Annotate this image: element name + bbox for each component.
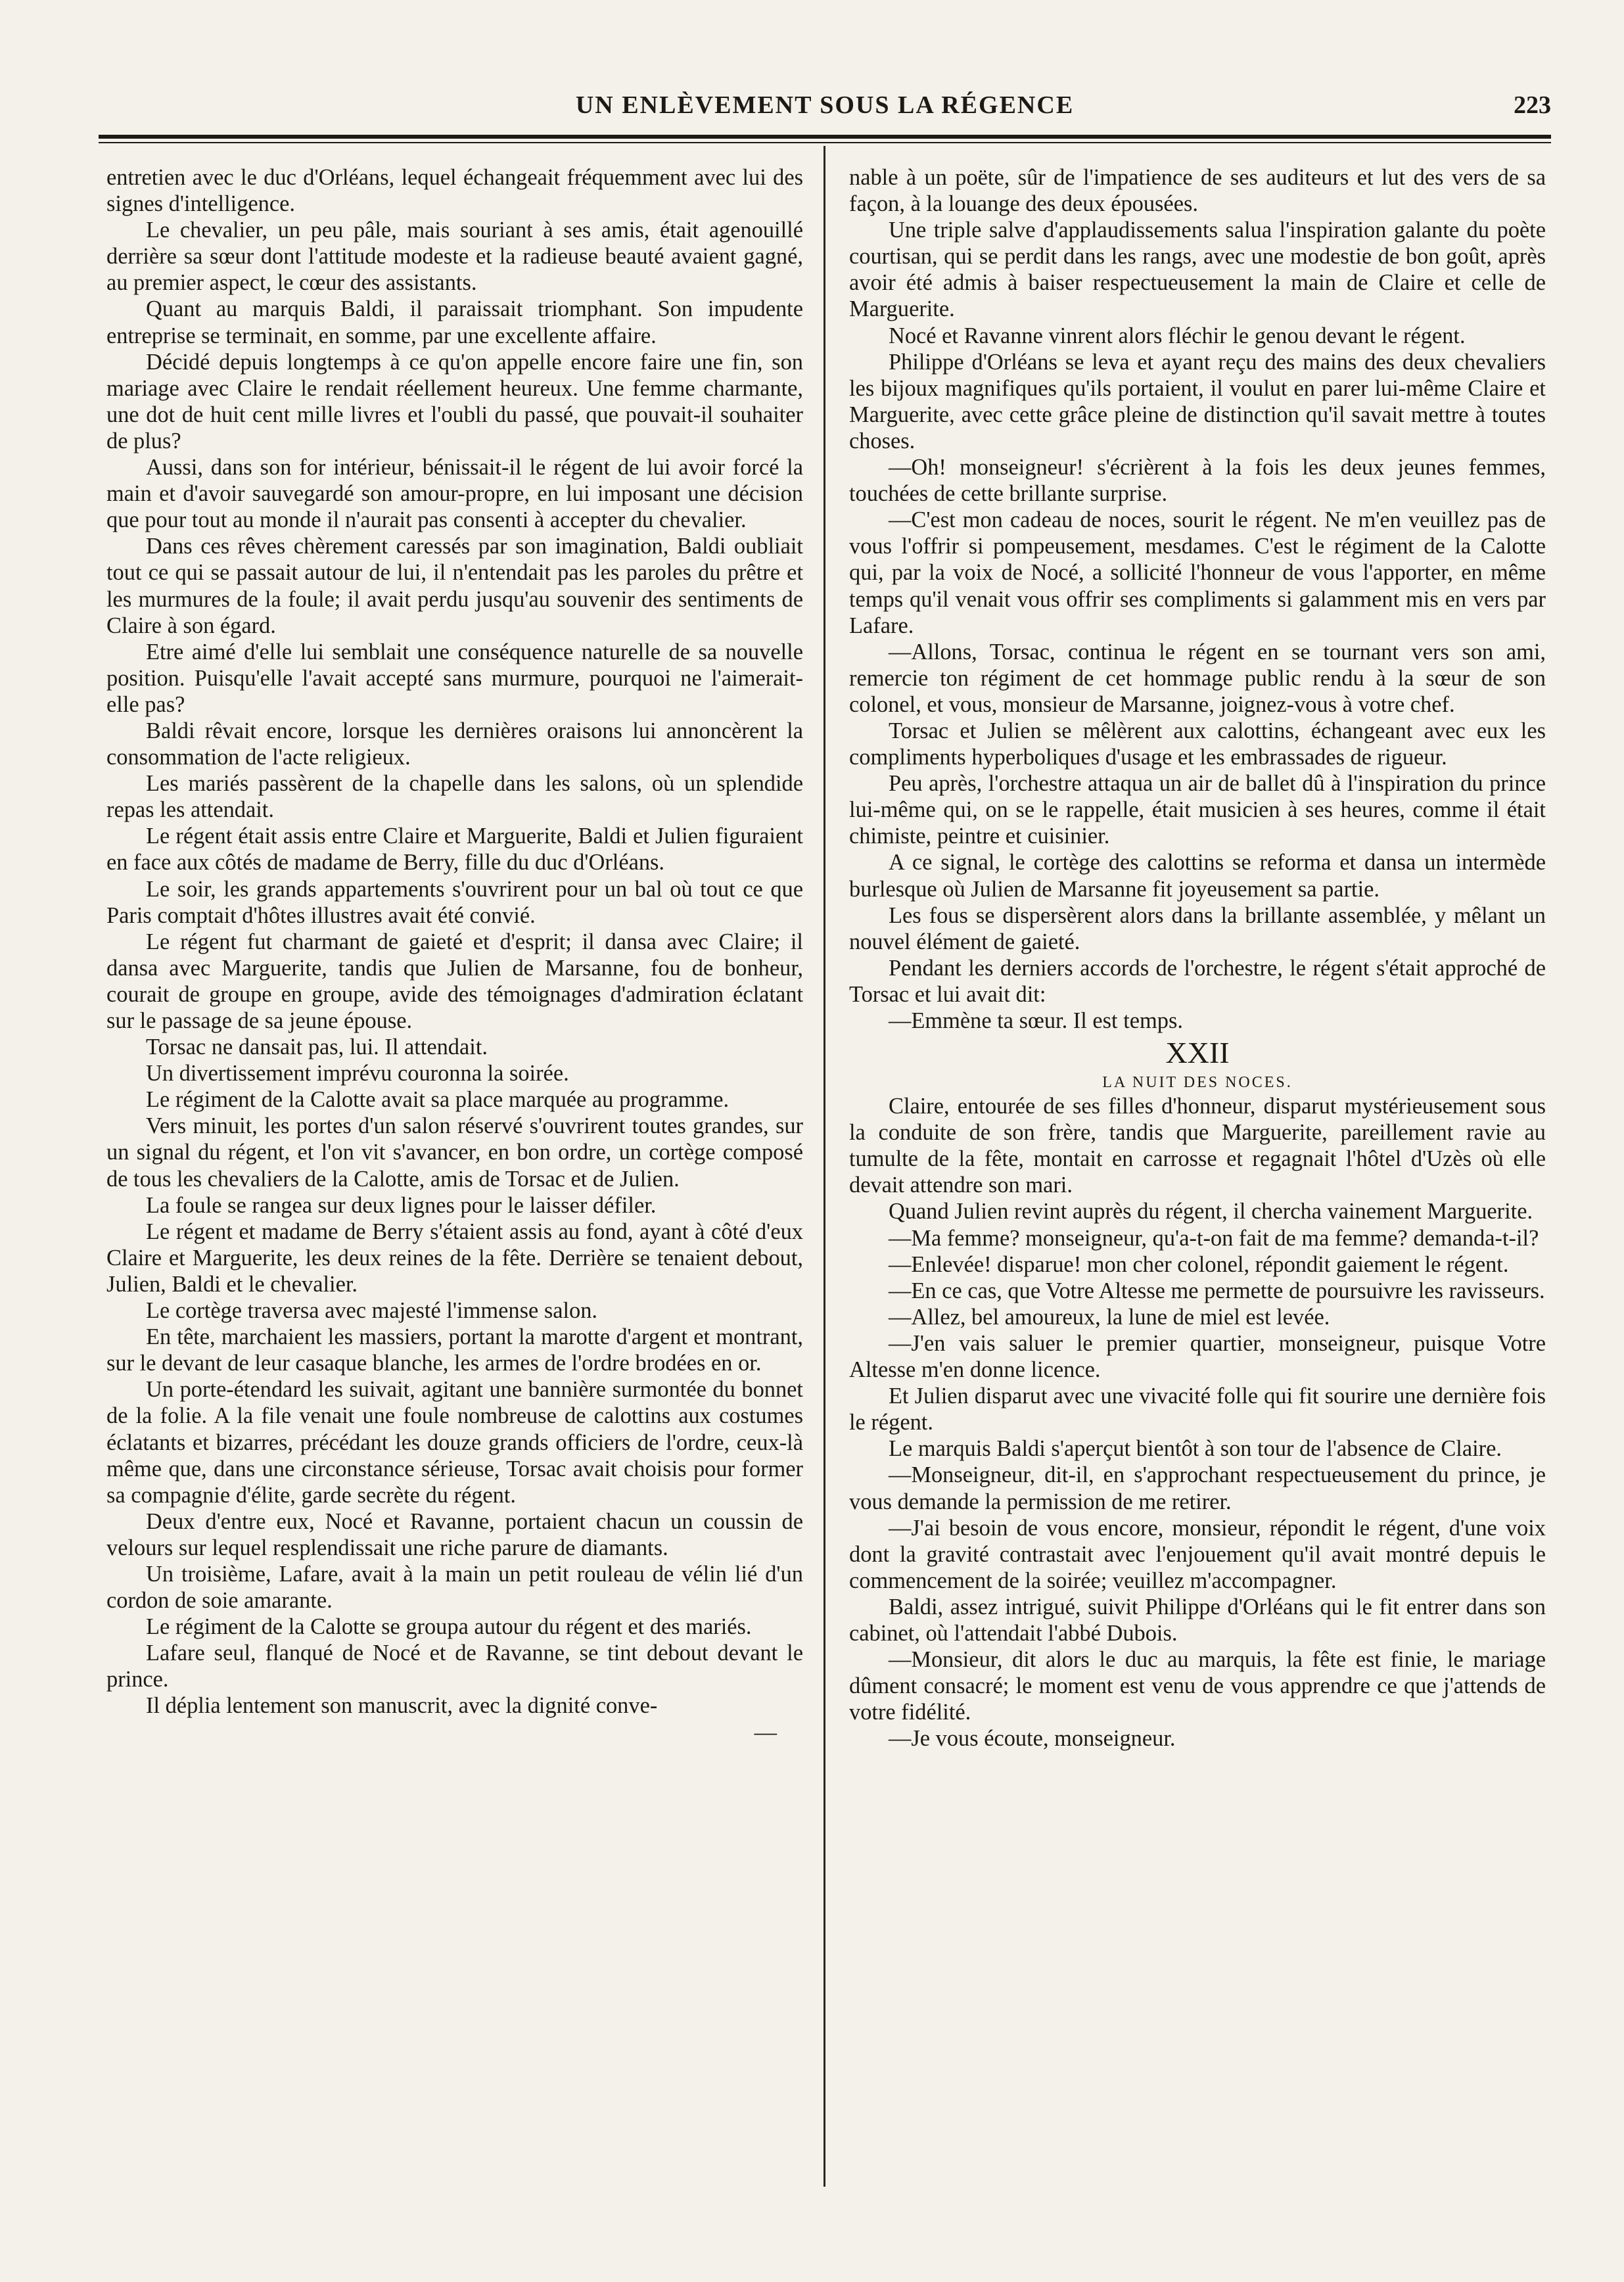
paragraph: —Allez, bel amoureux, la lune de miel est levée. [889,1304,1330,1330]
paragraph: En tête, marchaient les massiers, portant la marotte d'argent et montrant, sur le devant de leur casaque blanche, les armes de l'ordre brodées en or. [106,1324,803,1376]
paragraph: Le chevalier, un peu pâle, mais souriant à ses amis, était agenouillé derrière sa sœur dont l'attitude modeste et la radieuse beauté avaient gagné, au premier aspect, le cœur des assistants. [106,218,803,296]
left-column [106,164,803,2189]
paragraph: —J'ai besoin de vous encore, monsieur, répondit le régent, d'une voix dont la gravité contrastait avec l'enjouement qu'il avait montré depuis le commencement de la soirée; veuillez m'accompagner. [849,1515,1546,1593]
paragraph: —J'en vais saluer le premier quartier, monseigneur, puisque Votre Altesse m'en donne licence. [849,1330,1546,1383]
paragraph: —Ma femme? monseigneur, qu'a-t-on fait de ma femme? demanda-t-il? [889,1225,1539,1251]
paragraph: Quand Julien revint auprès du régent, il chercha vainement Marguerite. [889,1199,1533,1224]
paragraph: —Enlevée! disparue! mon cher colonel, répondit gaiement le régent. [889,1251,1509,1277]
paragraph: Le régiment de la Calotte se groupa autour du régent et des mariés. [146,1614,752,1640]
paragraph: Les fous se dispersèrent alors dans la brillante assemblée, y mêlant un nouvel élément de gaieté. [849,902,1546,954]
running-title: UN ENLÈVEMENT SOUS LA RÉGENCE [575,91,1075,119]
paragraph: —Oh! monseigneur! s'écrièrent à la fois les deux jeunes femmes, touchées de cette brillante surprise. [849,455,1546,507]
paragraph: Les mariés passèrent de la chapelle dans les salons, où un splendide repas les attendait. [106,771,803,823]
paragraph: —Emmène ta sœur. Il est temps. [889,1008,1183,1033]
header-rule-thin [99,142,1551,143]
paragraph: Une triple salve d'applaudissements salua l'inspiration galante du poète courtisan, qui se perdit dans les rangs, avec une modestie de bon goût, après avoir été admis à baiser respectueusement la main de Claire et celle de Marguerite. [849,218,1546,322]
header-rule-thick [99,135,1551,139]
paragraph: Il déplia lentement son manuscrit, avec la dignité conve- [146,1693,658,1719]
paragraph: Et Julien disparut avec une vivacité folle qui fit sourire une dernière fois le régent. [849,1384,1546,1435]
paragraph: La foule se rangea sur deux lignes pour le laisser défiler. [146,1192,657,1218]
paragraph: Dans ces rêves chèrement caressés par son imagination, Baldi oubliait tout ce qui se passait autour de lui, il n'entendait pas les paroles du prêtre et les murmures de la foule; il avait perdu jusqu'au souvenir des sentiments de Claire à son égard. [106,534,803,638]
paragraph: Aussi, dans son for intérieur, bénissait-il le régent de lui avoir forcé la main et d'avoir sauvegardé son amour-propre, en lui imposant une décision que pour tout au monde il n'aurait pas consenti à accepter du chevalier. [106,455,803,533]
paragraph: Peu après, l'orchestre attaqua un air de ballet dû à l'inspiration du prince lui-même qui, on se le rappelle, était musicien à ses heures, comme il était chimiste, peintre et cuisinier. [849,771,1546,849]
paragraph: Un troisième, Lafare, avait à la main un petit rouleau de vélin lié d'un cordon de soie amarante. [106,1561,803,1614]
column-divider [824,146,825,2187]
paragraph: Le régiment de la Calotte avait sa place marquée au programme. [146,1087,730,1113]
paragraph: —En ce cas, que Votre Altesse me permette de poursuivre les ravisseurs. [889,1278,1545,1303]
paragraph: Un porte-étendard les suivait, agitant une bannière surmontée du bonnet de la folie. A la file venait une foule nombreuse de calottins aux costumes éclatants et bizarres, précédant les douze grands officiers de l'ordre, ceux-là même que, dans une circonstance sérieuse, Torsac avait choisis pour former sa compagnie d'élite, garde secrète du régent. [106,1377,803,1508]
paragraph: Nocé et Ravanne vinrent alors fléchir le genou devant le régent. [889,323,1466,348]
paragraph: nable à un poëte, sûr de l'impatience de ses auditeurs et lut des vers de sa façon, à la louange des deux épousées. [849,165,1546,217]
paragraph: Un divertissement imprévu couronna la soirée. [146,1061,569,1086]
paragraph: —Monsieur, dit alors le duc au marquis, la fête est finie, le mariage dûment consacré; le moment est venu de vous apprendre ce que j'attends de votre fidélité. [849,1647,1546,1725]
paragraph: Le régent était assis entre Claire et Marguerite, Baldi et Julien figuraient en face aux côtés de madame de Berry, fille du duc d'Orléans. [106,824,803,875]
chapter-title: LA NUIT DES NOCES. [1102,1074,1293,1092]
paragraph: Baldi rêvait encore, lorsque les dernières oraisons lui annoncèrent la consommation de l'acte religieux. [106,718,803,770]
paragraph: Décidé depuis longtemps à ce qu'on appelle encore faire une fin, son mariage avec Claire le rendait réellement heureux. Une femme charmante, une dot de huit cent mille livres et l'oubli du passé, que pouvait-il souhaiter de plus? [106,349,803,454]
paragraph: A ce signal, le cortège des calottins se reforma et dansa un intermède burlesque où Julien de Marsanne fit joyeusement sa partie. [849,850,1546,902]
paragraph: entretien avec le duc d'Orléans, lequel échangeait fréquemment avec lui des signes d'intelligence. [106,165,803,217]
paragraph: —Allons, Torsac, continua le régent en se tournant vers son ami, remercie ton régiment de cet hommage public rendu à la sœur de son colonel, et vous, monsieur de Marsanne, joignez-vous à votre chef. [849,639,1546,717]
right-column [849,164,1546,2189]
end-mark: — [754,1719,777,1745]
page-header [99,85,1551,125]
paragraph: Vers minuit, les portes d'un salon réservé s'ouvrirent toutes grandes, sur un signal du régent, et l'on vit s'avancer, en bon ordre, un cortège composé de tous les chevaliers de la Calotte, amis de Torsac et de Julien. [106,1113,803,1192]
paragraph: Quant au marquis Baldi, il paraissait triomphant. Son impudente entreprise se terminait, en somme, par une excellente affaire. [106,296,803,348]
paragraph: Etre aimé d'elle lui semblait une conséquence naturelle de sa nouvelle position. Puisqu'elle l'avait accepté sans murmure, pourquoi ne l'aimerait-elle pas? [106,639,803,717]
paragraph: Le régent et madame de Berry s'étaient assis au fond, ayant à côté d'eux Claire et Marguerite, les deux reines de la fête. Derrière se tenaient debout, Julien, Baldi et le chevalier. [106,1219,803,1297]
paragraph: Le soir, les grands appartements s'ouvrirent pour un bal où tout ce que Paris comptait d'hôtes illustres avait été convié. [106,876,803,928]
paragraph: Pendant les derniers accords de l'orchestre, le régent s'était approché de Torsac et lui avait dit: [849,955,1546,1007]
paragraph: —C'est mon cadeau de noces, sourit le régent. Ne m'en veuillez pas de vous l'offrir si pompeusement, mesdames. C'est le régiment de la Calotte qui, par la voix de Nocé, a sollicité l'honneur de vous l'apporter, en même temps qu'il venait vous offrir ses compliments si galamment mis en vers par Lafare. [849,507,1546,638]
paragraph: Claire, entourée de ses filles d'honneur, disparut mystérieusement sous la conduite de son frère, tandis que Marguerite, pareillement ravie au tumulte de la fête, montait en carrosse et regagnait l'hôtel d'Uzès où elle devait attendre son mari. [849,1094,1546,1198]
paragraph: Le marquis Baldi s'aperçut bientôt à son tour de l'absence de Claire. [889,1436,1502,1462]
paragraph: —Monseigneur, dit-il, en s'approchant respectueusement du prince, je vous demande la permission de me retirer. [849,1462,1546,1514]
chapter-number: XXII [1165,1036,1230,1070]
page-number: 223 [1514,91,1551,119]
paragraph: Le cortège traversa avec majesté l'immense salon. [146,1298,598,1324]
paragraph: —Je vous écoute, monseigneur. [889,1726,1176,1752]
paragraph: Deux d'entre eux, Nocé et Ravanne, portaient chacun un coussin de velours sur lequel resplendissait une riche parure de diamants. [106,1508,803,1560]
paragraph: Torsac ne dansait pas, lui. Il attendait. [146,1035,488,1060]
paragraph: Lafare seul, flanqué de Nocé et de Ravanne, se tint debout devant le prince. [106,1641,803,1692]
paragraph: Torsac et Julien se mêlèrent aux calottins, échangeant avec eux les compliments hyperboliques d'usage et les embrassades de rigueur. [849,718,1546,770]
paragraph: Baldi, assez intrigué, suivit Philippe d'Orléans qui le fit entrer dans son cabinet, où l'attendait l'abbé Dubois. [849,1594,1546,1646]
paragraph: Le régent fut charmant de gaieté et d'esprit; il dansa avec Claire; il dansa avec Marguerite, tandis que Julien de Marsanne, fou de bonheur, courait de groupe en groupe, avide des témoignages d'admiration éclatant sur le passage de sa jeune épouse. [106,929,803,1033]
paragraph: Philippe d'Orléans se leva et ayant reçu des mains des deux chevaliers les bijoux magnifiques qu'ils portaient, il voulut en parer lui-même Claire et Marguerite, avec cette grâce pleine de distinction qu'il savait mettre à toutes choses. [849,349,1546,454]
